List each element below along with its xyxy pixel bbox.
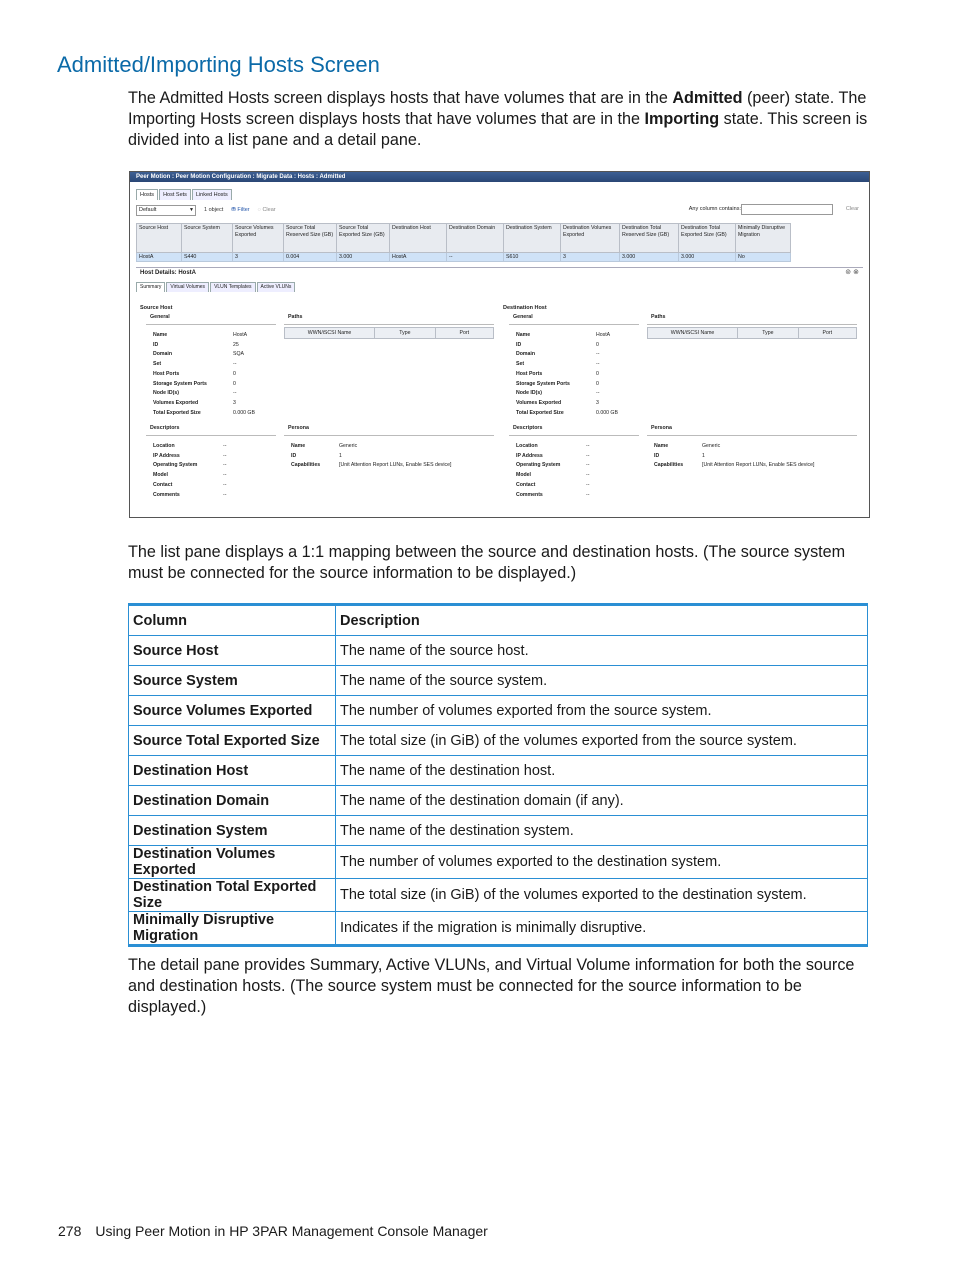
chevron-down-icon: ▼	[189, 206, 194, 213]
clear-filter-button[interactable]: ◌ Clear	[257, 207, 276, 213]
paths-column-header[interactable]: Port	[822, 330, 833, 336]
field-row	[153, 491, 226, 501]
page-number: 278	[58, 1223, 82, 1239]
search-label: Any column contains:	[688, 206, 741, 212]
paths-column-header[interactable]: WWN/iSCSI Name	[285, 328, 375, 338]
field-label: ID	[291, 452, 297, 459]
intro-paragraph: The Admitted Hosts screen displays hosts that have volumes that are in the Admitted (peer) state. The Importing Hosts screen displays hosts that have volumes that are in the Importing state. This screen is divided into a list pane and a detail pane.	[128, 89, 868, 149]
grid-column-header[interactable]: Destination Total Reserved Size (GB)	[620, 224, 679, 253]
field-row	[153, 350, 255, 360]
field-value: --	[223, 472, 227, 479]
field-row	[516, 380, 618, 390]
field-label: IP Address	[153, 452, 180, 459]
field-value: --	[586, 472, 590, 479]
grid-column-header[interactable]: Source Volumes Exported	[233, 224, 284, 253]
field-label: Host Ports	[516, 370, 543, 377]
grid-cell: 3.000	[337, 253, 390, 262]
column-name: Destination Total Exported Size	[129, 879, 336, 912]
column-name: Destination Domain	[129, 786, 336, 816]
table-row	[129, 696, 868, 726]
table-row	[129, 879, 868, 912]
column-description: The total size (in GiB) of the volumes exported from the source system.	[336, 726, 868, 756]
divider	[647, 435, 857, 436]
paths-section-title: Paths	[288, 314, 303, 320]
field-label: Domain	[153, 351, 173, 358]
host-tabs	[136, 189, 233, 200]
grid-cell: 3.000	[620, 253, 679, 262]
field-row	[153, 360, 255, 370]
window-title: Peer Motion : Peer Motion Configuration : Migrate Data : Hosts : Admitted	[130, 172, 869, 182]
field-label: Set	[516, 361, 525, 368]
persona-fields	[291, 442, 451, 471]
field-row	[516, 481, 589, 491]
field-value: --	[223, 452, 227, 459]
field-label: Capabilities	[291, 462, 321, 469]
field-value: --	[586, 443, 590, 449]
field-label: Location	[516, 443, 538, 449]
field-value: 3	[233, 399, 236, 406]
field-value: [Unit Attention Report LUNs, Enable SES device]	[702, 462, 815, 469]
field-value: Generic	[702, 443, 721, 449]
field-row	[516, 331, 618, 341]
field-row	[516, 341, 618, 351]
persona-section-title: Persona	[288, 425, 309, 431]
search-input[interactable]	[741, 204, 833, 215]
field-label: Volumes Exported	[516, 399, 562, 406]
field-row	[516, 370, 618, 380]
grid-column-header[interactable]: Minimally Disruptive Migration	[736, 224, 791, 253]
field-value: --	[596, 361, 600, 368]
column-name: Destination Host	[129, 756, 336, 786]
paths-column-header[interactable]: Type	[738, 328, 798, 338]
field-label: Capabilities	[654, 462, 684, 469]
field-row	[291, 461, 451, 471]
divider	[509, 324, 639, 325]
field-row	[516, 452, 589, 462]
field-value: 3	[596, 399, 599, 406]
field-row	[516, 491, 589, 501]
column-description: The number of volumes exported from the source system.	[336, 696, 868, 726]
field-label: Comments	[153, 491, 180, 498]
source-host-pane	[136, 302, 496, 512]
field-value: 0	[596, 380, 599, 387]
general-fields	[153, 331, 255, 418]
field-value: --	[233, 390, 237, 397]
grid-column-header[interactable]: Destination System	[504, 224, 561, 253]
pane-title: Destination Host	[503, 305, 547, 311]
grid-cell: HostA	[390, 253, 447, 262]
grid-column-header[interactable]: Source Host	[137, 224, 182, 253]
column-name: Destination System	[129, 816, 336, 846]
field-label: Total Exported Size	[516, 409, 564, 416]
field-label: Volumes Exported	[153, 399, 199, 406]
field-row	[516, 461, 589, 471]
column-description: Indicates if the migration is minimally disruptive.	[336, 912, 868, 946]
field-label: Model	[516, 472, 531, 479]
table-row	[129, 846, 868, 879]
column-name: Source Total Exported Size	[129, 726, 336, 756]
field-value: 1	[702, 452, 705, 459]
field-label: IP Address	[516, 452, 543, 459]
grid-cell: --	[447, 253, 504, 262]
column-name: Source Host	[129, 636, 336, 666]
divider	[284, 435, 494, 436]
descriptor-fields	[153, 442, 226, 500]
field-value: --	[586, 462, 590, 469]
grid-cell: 3	[561, 253, 620, 262]
persona-section-title: Persona	[651, 425, 672, 431]
column-description: The name of the destination domain (if any).	[336, 786, 868, 816]
field-row	[153, 370, 255, 380]
field-row	[654, 442, 814, 452]
field-label: Name	[153, 332, 168, 338]
field-label: ID	[516, 341, 522, 348]
paths-column-header[interactable]: WWN/iSCSI Name	[648, 328, 738, 338]
field-row	[153, 481, 226, 491]
grid-column-header[interactable]: Destination Host	[390, 224, 447, 253]
filter-button[interactable]: ⛃ Filter	[231, 207, 250, 213]
column-name: Source Volumes Exported	[129, 696, 336, 726]
field-value: 0	[596, 341, 599, 348]
divider	[146, 435, 276, 436]
table-row[interactable]	[137, 253, 791, 262]
column-description: The total size (in GiB) of the volumes exported to the destination system.	[336, 879, 868, 912]
field-value: 0	[233, 370, 236, 377]
field-label: Comments	[516, 491, 543, 498]
divider	[509, 435, 639, 436]
field-value: --	[586, 481, 590, 488]
filter-icon: ⛃	[231, 207, 236, 213]
grid-cell: 0.004	[284, 253, 337, 262]
field-label: Contact	[153, 481, 173, 488]
detail-tabs	[136, 282, 296, 292]
descriptors-section-title: Descriptors	[513, 425, 543, 431]
grid-column-header[interactable]: Destination Total Exported Size (GB)	[679, 224, 736, 253]
grid-cell: 3.000	[679, 253, 736, 262]
field-label: Domain	[516, 351, 536, 358]
tab-active-vluns[interactable]: Active VLUNs	[257, 282, 296, 292]
grid-column-header[interactable]: Source Total Exported Size (GB)	[337, 224, 390, 253]
field-label: Model	[153, 472, 168, 479]
field-value: --	[586, 452, 590, 459]
field-row	[153, 331, 255, 341]
column-name: Minimally Disruptive Migration	[129, 912, 336, 946]
field-label: Total Exported Size	[153, 409, 201, 416]
table-row	[129, 726, 868, 756]
field-label: Host Ports	[153, 370, 180, 377]
page-footer	[58, 1223, 488, 1239]
tab-vlun-templates[interactable]: VLUN Templates	[210, 282, 255, 292]
field-value: --	[223, 443, 227, 449]
column-description: The number of volumes exported to the destination system.	[336, 846, 868, 879]
filter-toolbar	[136, 204, 863, 216]
field-label: Contact	[516, 481, 536, 488]
object-count: 1 object	[204, 207, 224, 213]
field-value: 1	[339, 452, 342, 459]
field-row	[153, 380, 255, 390]
paths-section-title: Paths	[651, 314, 666, 320]
hosts-grid	[136, 223, 791, 262]
column-description: The name of the source host.	[336, 636, 868, 666]
column-description: The name of the destination host.	[336, 756, 868, 786]
field-label: Name	[291, 443, 306, 449]
field-value: --	[233, 361, 237, 368]
column-name: Source System	[129, 666, 336, 696]
column-description-table	[128, 603, 868, 947]
search-clear-button[interactable]: Clear	[845, 206, 859, 212]
field-row	[153, 409, 255, 419]
general-fields	[516, 331, 618, 418]
field-value: --	[586, 491, 590, 498]
general-section-title: General	[150, 314, 170, 320]
field-value: 0.000 GB	[596, 409, 618, 416]
table-row	[129, 912, 868, 946]
field-value: --	[596, 390, 600, 397]
field-value: SQA	[233, 351, 244, 358]
field-value: --	[223, 462, 227, 469]
eraser-icon: ◌	[257, 207, 261, 213]
detail-pane-paragraph: The detail pane provides Summary, Active VLUNs, and Virtual Volume information for both the source and destination hosts. (The source system must be connected for the source information to be displayed.)	[128, 956, 855, 1016]
tab-hosts[interactable]: Hosts	[136, 189, 158, 200]
general-section-title: General	[513, 314, 533, 320]
field-value: 0.000 GB	[233, 409, 255, 416]
field-row	[654, 452, 814, 462]
field-value: HostA	[596, 332, 611, 338]
table-row	[129, 816, 868, 846]
collapse-icon[interactable]: ⊗	[853, 269, 859, 276]
grid-cell: S610	[504, 253, 561, 262]
field-row	[516, 399, 618, 409]
tab-virtual-volumes[interactable]: Virtual Volumes	[166, 282, 209, 292]
field-value: --	[223, 491, 227, 498]
tab-summary[interactable]: Summary	[136, 282, 165, 292]
tab-linked-hosts[interactable]: Linked Hosts	[192, 189, 232, 200]
grid-column-header[interactable]: Source System	[182, 224, 233, 253]
field-label: Name	[516, 332, 531, 338]
field-label: Set	[153, 361, 162, 368]
paths-column-header[interactable]: Port	[459, 330, 470, 336]
field-value: HostA	[233, 332, 248, 338]
pane-title: Source Host	[140, 305, 173, 311]
persona-fields	[654, 442, 814, 471]
field-label: Name	[654, 443, 669, 449]
field-value: 0	[596, 370, 599, 377]
table-row	[129, 786, 868, 816]
tab-host-sets[interactable]: Host Sets	[159, 189, 191, 200]
field-label: Location	[153, 443, 175, 449]
descriptors-section-title: Descriptors	[150, 425, 180, 431]
field-row	[516, 442, 589, 452]
field-row	[153, 471, 226, 481]
detail-icons	[845, 268, 859, 276]
field-value: --	[223, 481, 227, 488]
descriptor-fields	[516, 442, 589, 500]
field-value: Generic	[339, 443, 358, 449]
table-row	[129, 756, 868, 786]
filter-select[interactable]: Default ▼	[136, 205, 196, 216]
column-description: The name of the destination system.	[336, 816, 868, 846]
list-pane-paragraph: The list pane displays a 1:1 mapping between the source and destination hosts. (The source system must be connected for the source information to be displayed.)	[128, 543, 846, 582]
field-row	[153, 341, 255, 351]
field-value: --	[596, 351, 600, 358]
field-row	[291, 442, 451, 452]
divider	[146, 324, 276, 325]
grid-column-header[interactable]: Destination Domain	[447, 224, 504, 253]
field-label: Operating System	[153, 462, 198, 469]
section-heading: Admitted/Importing Hosts Screen	[57, 52, 380, 77]
admitted-hosts-screenshot	[129, 171, 870, 518]
field-row	[153, 461, 226, 471]
grid-cell: S440	[182, 253, 233, 262]
table-row	[129, 636, 868, 666]
field-label: Node ID(s)	[516, 390, 542, 397]
paths-column-header[interactable]: Type	[375, 328, 435, 338]
destination-host-pane	[499, 302, 859, 512]
field-row	[516, 350, 618, 360]
field-row	[153, 452, 226, 462]
grid-cell: 3	[233, 253, 284, 262]
divider	[647, 324, 857, 325]
field-row	[654, 461, 814, 471]
column-header: Column	[129, 605, 336, 636]
field-row	[516, 471, 589, 481]
field-row	[516, 389, 618, 399]
divider	[284, 324, 494, 325]
column-name: Destination Volumes Exported	[129, 846, 336, 879]
footer-text: Using Peer Motion in HP 3PAR Management Console Manager	[95, 1223, 488, 1239]
field-row	[153, 389, 255, 399]
field-value: 25	[233, 341, 239, 348]
table-row	[129, 666, 868, 696]
field-label: ID	[654, 452, 660, 459]
field-value: 0	[233, 380, 236, 387]
detail-title: Host Details: HostA	[136, 267, 863, 279]
column-description: The name of the source system.	[336, 666, 868, 696]
field-label: Operating System	[516, 462, 561, 469]
grid-column-header[interactable]: Destination Volumes Exported	[561, 224, 620, 253]
paths-table-header	[647, 327, 857, 339]
refresh-icon[interactable]: ⊚	[845, 269, 852, 276]
field-row	[516, 360, 618, 370]
field-row	[516, 409, 618, 419]
grid-cell: HostA	[137, 253, 182, 262]
grid-cell: No	[736, 253, 791, 262]
field-label: ID	[153, 341, 159, 348]
field-row	[291, 452, 451, 462]
field-value: [Unit Attention Report LUNs, Enable SES device]	[339, 462, 452, 469]
field-label: Node ID(s)	[153, 390, 179, 397]
field-row	[153, 442, 226, 452]
field-row	[153, 399, 255, 409]
grid-column-header[interactable]: Source Total Reserved Size (GB)	[284, 224, 337, 253]
description-header: Description	[336, 605, 868, 636]
field-label: Storage System Ports	[516, 380, 570, 387]
paths-table-header	[284, 327, 494, 339]
field-label: Storage System Ports	[153, 380, 207, 387]
